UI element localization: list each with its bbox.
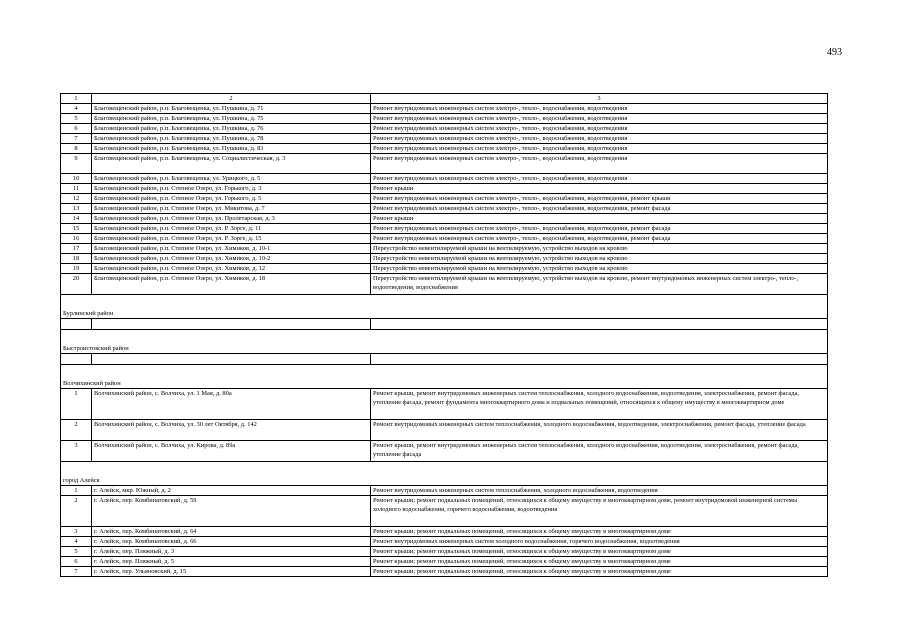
address-cell: Благовещенский район, р.п. Благовещенка, ул. Урицкого, д. 5: [92, 174, 371, 184]
work-cell: Ремонт крыши; ремонт подвальных помещений, относящихся к общему имуществу в многоквартирном доме: [371, 547, 828, 557]
row-number: 11: [61, 184, 92, 194]
table-row: [61, 184, 828, 194]
work-cell: Ремонт внутридомовых инженерных систем электро-, тепло-, водоснабжения, водоотведения, ремонт фасада: [371, 204, 828, 214]
table-row: [61, 224, 828, 234]
table-row: [61, 124, 828, 134]
row-number: 16: [61, 234, 92, 244]
work-cell: Ремонт внутридомовых инженерных систем электро-, тепло-, водоснабжения, водоотведения: [371, 114, 828, 124]
address-cell: Благовещенский район, р.п. Благовещенка, ул. Пушкина, д. 76: [92, 124, 371, 134]
section-heading-row: [61, 295, 828, 319]
table-row: [61, 134, 828, 144]
work-cell: Ремонт крыши: [371, 214, 828, 224]
table-row: [61, 254, 828, 264]
table-row: [61, 104, 828, 114]
section-title: Бурлинский район: [61, 295, 828, 319]
row-number: 6: [61, 124, 92, 134]
row-number: 4: [61, 104, 92, 114]
table-row: [61, 204, 828, 214]
row-number: 18: [61, 254, 92, 264]
work-cell: Ремонт внутридомовых инженерных систем электро-, тепло-, водоснабжения, водоотведения, ремонт фасада: [371, 224, 828, 234]
address-cell: Благовещенский район, р.п. Благовещенка, ул. Пушкина, д. 83: [92, 144, 371, 154]
work-cell: Ремонт внутридомовых инженерных систем электро-, тепло-, водоснабжения, водоотведения, ремонт крыши: [371, 194, 828, 204]
address-cell: Благовещенский район, р.п. Благовещенка, ул. Пушкина, д. 78: [92, 134, 371, 144]
work-cell: Ремонт крыши, ремонт внутридомовых инженерных систем теплоснабжения, холодного водоснабжения, водоотведения, электроснабжения, ремонт фасада, утепление фасада, ремонт фундамента многоквартирного дома и подвальных помещений, относящихся к общему имуществу в многоквартирном доме: [371, 389, 828, 420]
work-cell: Ремонт внутридомовых инженерных систем электро-, тепло-, водоснабжения, водоотведения: [371, 124, 828, 134]
work-cell: Переустройство невентилируемой крыши на вентилируемую, устройство выходов на кровлю, ремонт внутридомовых инженерных систем электро-, тепло-, водоотведения, водоснабжения: [371, 274, 828, 295]
address-cell: г. Алейск, пер. Комбинатовский, д. 66: [92, 537, 371, 547]
work-cell: Ремонт крыши; ремонт подвальных помещений, относящихся к общему имуществу в многоквартирном доме: [371, 557, 828, 567]
work-cell: Ремонт внутридомовых инженерных систем электро-, тепло-, водоснабжения, водоотведения: [371, 104, 828, 114]
table-row: [61, 274, 828, 295]
address-cell: Благовещенский район, р.п. Степное Озеро, ул. Химиков, д. 10-1: [92, 244, 371, 254]
address-cell: г. Алейск, пер. Пляжный, д. 5: [92, 557, 371, 567]
table-row: [61, 194, 828, 204]
row-number: 15: [61, 224, 92, 234]
empty-cell: [92, 319, 371, 330]
table-row: [61, 567, 828, 577]
address-cell: Благовещенский район, р.п. Степное Озеро, ул. Р. Зорге, д. 15: [92, 234, 371, 244]
address-cell: г. Алейск, пер. Комбинатовский, д. 64: [92, 527, 371, 537]
table-row: [61, 389, 828, 420]
address-cell: Благовещенский район, р.п. Степное Озеро, ул. Горького, д. 3: [92, 184, 371, 194]
address-cell: г. Алейск, пер. Ульяновский, д. 15: [92, 567, 371, 577]
empty-cell: [371, 354, 828, 365]
row-number: 20: [61, 274, 92, 295]
table-row: [61, 496, 828, 527]
row-number: 13: [61, 204, 92, 214]
work-cell: Ремонт внутридомовых инженерных систем электро-, тепло-, водоснабжения, водоотведения: [371, 134, 828, 144]
address-cell: Благовещенский район, р.п. Степное Озеро, ул. Микитова, д. 7: [92, 204, 371, 214]
table-row: [61, 486, 828, 496]
address-cell: Благовещенский район, р.п. Степное Озеро, ул. Р. Зорге, д. 11: [92, 224, 371, 234]
row-number: 6: [61, 557, 92, 567]
row-number: 1: [61, 486, 92, 496]
work-cell: Ремонт внутридомовых инженерных систем холодного водоснабжения, горячего водоснабжения, водоотведения: [371, 537, 828, 547]
table-row: [61, 557, 828, 567]
address-cell: Благовещенский район, р.п. Степное Озеро, ул. Химиков, д. 10-2: [92, 254, 371, 264]
section-heading-row: [61, 365, 828, 389]
row-number: 10: [61, 174, 92, 184]
address-cell: Благовещенский район, р.п. Степное Озеро, ул. Химиков, д. 12: [92, 264, 371, 274]
row-number: 5: [61, 547, 92, 557]
row-number: 1: [61, 389, 92, 420]
table-row: [61, 441, 828, 462]
work-cell: Ремонт крыши: [371, 184, 828, 194]
section-title: Волчихинский район: [61, 365, 828, 389]
table-body: [61, 94, 828, 577]
row-number: 3: [61, 527, 92, 537]
table-row: [61, 214, 828, 224]
work-cell: Ремонт крыши, ремонт внутридомовых инженерных систем теплоснабжения, холодного водоснабжения, водоотведения, электроснабжения, ремонт фасада, утепление фасада: [371, 441, 828, 462]
table-row: [61, 264, 828, 274]
row-number: 17: [61, 244, 92, 254]
address-cell: г. Алейск, мкр. Южный, д. 2: [92, 486, 371, 496]
empty-cell: [61, 319, 92, 330]
work-cell: Переустройство невентилируемой крыши на вентилируемую, устройство выходов на кровлю: [371, 254, 828, 264]
address-cell: Благовещенский район, р.п. Благовещенка, ул. Пушкина, д. 75: [92, 114, 371, 124]
row-number: 2: [61, 496, 92, 527]
empty-cell: [371, 319, 828, 330]
row-number: 19: [61, 264, 92, 274]
row-number: 8: [61, 144, 92, 154]
section-heading-row: [61, 330, 828, 354]
header-col-1: 1: [61, 94, 92, 104]
table-row: [61, 174, 828, 184]
work-cell: Ремонт внутридомовых инженерных систем теплоснабжения, холодного водоснабжения, водоотведения: [371, 486, 828, 496]
repair-program-table: [60, 93, 828, 577]
row-number: 5: [61, 114, 92, 124]
work-cell: Ремонт внутридомовых инженерных систем электро-, тепло-, водоснабжения, водоотведения, ремонт фасада: [371, 234, 828, 244]
table-row: [61, 547, 828, 557]
address-cell: Благовещенский район, р.п. Степное Озеро, ул. Пролетарская, д. 3: [92, 214, 371, 224]
row-number: 4: [61, 537, 92, 547]
work-cell: Ремонт внутридомовых инженерных систем теплоснабжения, холодного водоснабжения, водоотведения, электроснабжения, ремонт фасада, утепление фасада: [371, 420, 828, 441]
address-cell: Благовещенский район, р.п. Благовещенка, ул. Социалистическая, д. 3: [92, 154, 371, 174]
table-row: [61, 114, 828, 124]
work-cell: Ремонт крыши; ремонт подвальных помещений, относящихся к общему имуществу в многоквартирном доме: [371, 567, 828, 577]
work-cell: Переустройство невентилируемой крыши на вентилируемую, устройство выходов на кровлю: [371, 244, 828, 254]
work-cell: Ремонт внутридомовых инженерных систем электро-, тепло-, водоснабжения, водоотведения: [371, 174, 828, 184]
row-number: 14: [61, 214, 92, 224]
section-title: город Алейск: [61, 462, 828, 486]
column-number-header-row: [61, 94, 828, 104]
work-cell: Ремонт внутридомовых инженерных систем электро-, тепло-, водоснабжения, водоотведения: [371, 144, 828, 154]
empty-row: [61, 319, 828, 330]
table-row: [61, 144, 828, 154]
work-cell: Ремонт внутридомовых инженерных систем электро-, тепло-, водоснабжения, водоотведения: [371, 154, 828, 174]
table-row: [61, 420, 828, 441]
row-number: 12: [61, 194, 92, 204]
empty-row: [61, 354, 828, 365]
header-col-2: 2: [92, 94, 371, 104]
row-number: 9: [61, 154, 92, 174]
empty-cell: [92, 354, 371, 365]
page-number: 493: [827, 47, 842, 58]
address-cell: Благовещенский район, р.п. Степное Озеро, ул. Химиков, д. 18: [92, 274, 371, 295]
address-cell: г. Алейск, пер. Пляжный, д. 3: [92, 547, 371, 557]
address-cell: Благовещенский район, р.п. Благовещенка, ул. Пушкина, д. 71: [92, 104, 371, 114]
section-heading-row: [61, 462, 828, 486]
work-cell: Переустройство невентилируемой крыши на вентилируемую, устройство выходов на кровлю: [371, 264, 828, 274]
table-row: [61, 537, 828, 547]
row-number: 3: [61, 441, 92, 462]
address-cell: г. Алейск, пер. Комбинатовский, д. 59: [92, 496, 371, 527]
address-cell: Волчихинский район, с. Волчиха, ул. 30 лет Октября, д. 142: [92, 420, 371, 441]
row-number: 7: [61, 567, 92, 577]
address-cell: Благовещенский район, р.п. Степное Озеро, ул. Горького, д. 5: [92, 194, 371, 204]
header-col-3: 3: [371, 94, 828, 104]
table-row: [61, 154, 828, 174]
table-row: [61, 527, 828, 537]
section-title: Быстроистокский район: [61, 330, 828, 354]
work-cell: Ремонт крыши; ремонт подвальных помещений, относящихся к общему имуществу в многоквартирном доме, ремонт внутридомовой инженерной системы холодного водоснабжения, горячего водоснабжения, водоотведения: [371, 496, 828, 527]
row-number: 2: [61, 420, 92, 441]
table-row: [61, 244, 828, 254]
row-number: 7: [61, 134, 92, 144]
address-cell: Волчихинский район, с. Волчиха, ул. Кирова, д. 89а: [92, 441, 371, 462]
empty-cell: [61, 354, 92, 365]
work-cell: Ремонт крыши; ремонт подвальных помещений, относящихся к общему имуществу в многоквартирном доме: [371, 527, 828, 537]
address-cell: Волчихинский район, с. Волчиха, ул. 1 Мая, д. 80а: [92, 389, 371, 420]
table-row: [61, 234, 828, 244]
